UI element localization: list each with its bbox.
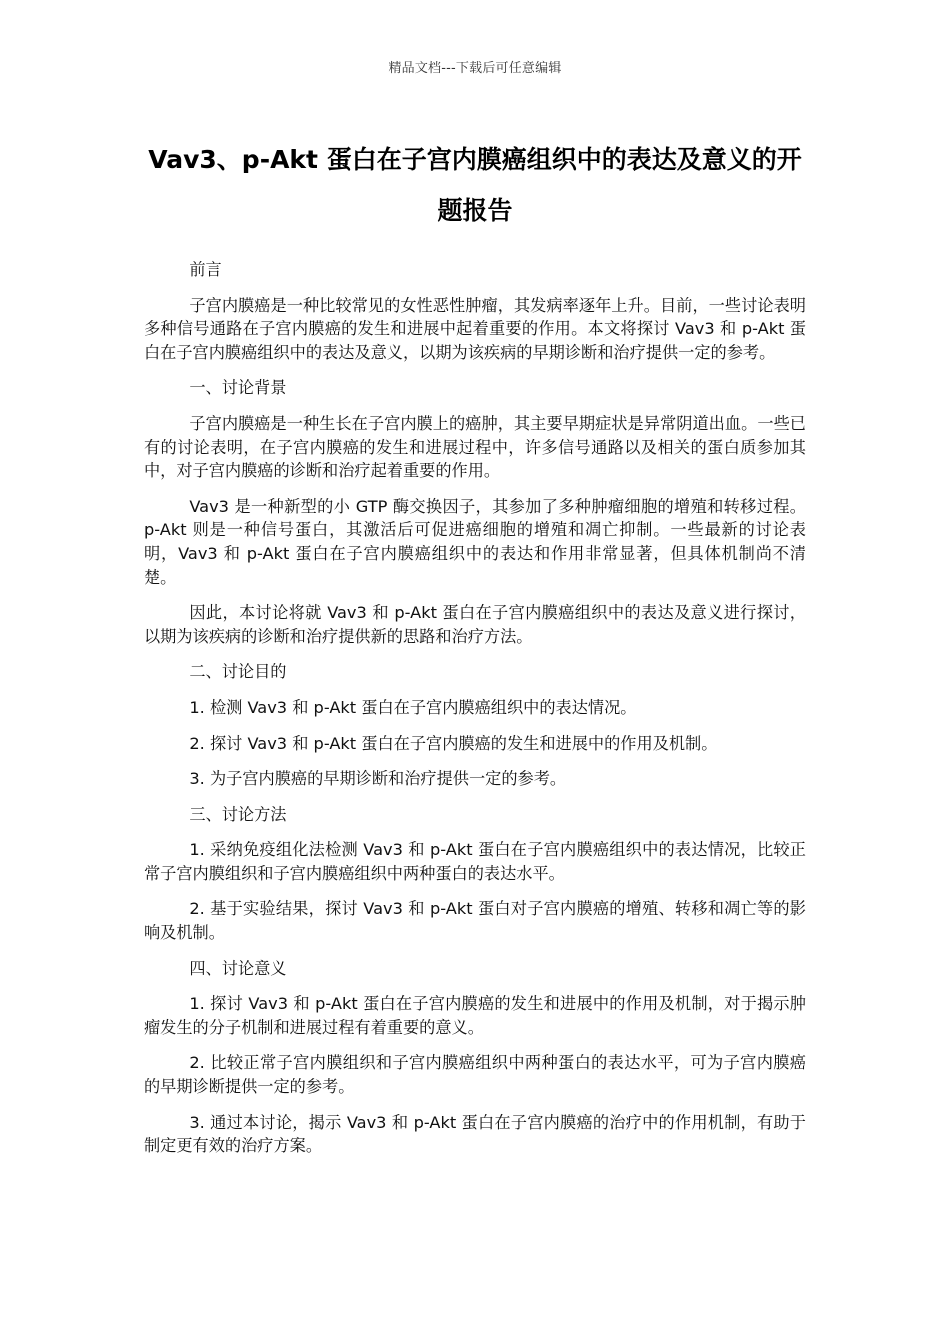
list-item-significance-1: 1. 探讨 Vav3 和 p-Akt 蛋白在子宫内膜癌的发生和进展中的作用及机制，对于揭示肿瘤发生的分子机制和进展过程有着重要的意义。 [144,994,806,1037]
list-item-significance-2: 2. 比较正常子宫内膜组织和子宫内膜癌组织中两种蛋白的表达水平，可为子宫内膜癌的早期诊断提供一定的参考。 [144,1053,806,1097]
section-heading-purpose: 二、讨论目的 [189,662,287,682]
list-item-significance-3: 3. 通过本讨论，揭示 Vav3 和 p-Akt 蛋白在子宫内膜癌的治疗中的作用机制，有助于制定更有效的治疗方案。 [144,1112,806,1156]
paragraph-background-2: Vav3 是一种新型的小 GTP 酶交换因子，其参加了多种肿瘤细胞的增殖和转移过程。p-Akt 则是一种信号蛋白，其激活后可促进癌细胞的增殖和凋亡抑制。一些最新的讨论表明，Vav3 和 p-Akt 蛋白在子宫内膜癌组织中的表达和作用非常显著，但具体机制尚不清楚。 [144,496,806,587]
list-item-purpose-2: 2. 探讨 Vav3 和 p-Akt 蛋白在子宫内膜癌的发生和进展中的作用及机制。 [189,733,718,753]
paragraph-background-3: 因此，本讨论将就 Vav3 和 p-Akt 蛋白在子宫内膜癌组织中的表达及意义进行探讨，以期为该疾病的诊断和治疗提供新的思路和治疗方法。 [144,603,806,646]
section-heading-methods: 三、讨论方法 [189,804,287,824]
section-heading-background: 一、讨论背景 [189,378,287,398]
paragraph-background-1: 子宫内膜癌是一种生长在子宫内膜上的癌肿，其主要早期症状是异常阴道出血。一些已有的讨论表明，在子宫内膜癌的发生和进展过程中，许多信号通路以及相关的蛋白质参加其中，对子宫内膜癌的诊断和治疗起着重要的作用。 [144,413,806,481]
list-item-methods-2: 2. 基于实验结果，探讨 Vav3 和 p-Akt 蛋白对子宫内膜癌的增殖、转移和凋亡等的影响及机制。 [144,899,806,943]
paragraph-preface: 子宫内膜癌是一种比较常见的女性恶性肿瘤，其发病率逐年上升。目前，一些讨论表明多种信号通路在子宫内膜癌的发生和进展中起着重要的作用。本文将探讨 Vav3 和 p-Akt 蛋白在子宫内膜癌组织中的表达及意义，以期为该疾病的早期诊断和治疗提供一定的参考。 [144,295,806,362]
section-heading-preface: 前言 [189,260,222,279]
list-item-purpose-1: 1. 检测 Vav3 和 p-Akt 蛋白在子宫内膜癌组织中的表达情况。 [189,697,637,717]
header-note: 精品文档---下载后可任意编辑 [388,61,562,76]
list-item-purpose-3: 3. 为子宫内膜癌的早期诊断和治疗提供一定的参考。 [189,769,567,789]
document-body [144,258,806,1170]
list-item-methods-1: 1. 采纳免疫组化法检测 Vav3 和 p-Akt 蛋白在子宫内膜癌组织中的表达情况，比较正常子宫内膜组织和子宫内膜癌组织中两种蛋白的表达水平。 [144,840,806,883]
document-title: Vav3、p-Akt 蛋白在子宫内膜癌组织中的表达及意义的开题报告 [148,145,802,225]
section-heading-significance: 四、讨论意义 [189,958,287,978]
